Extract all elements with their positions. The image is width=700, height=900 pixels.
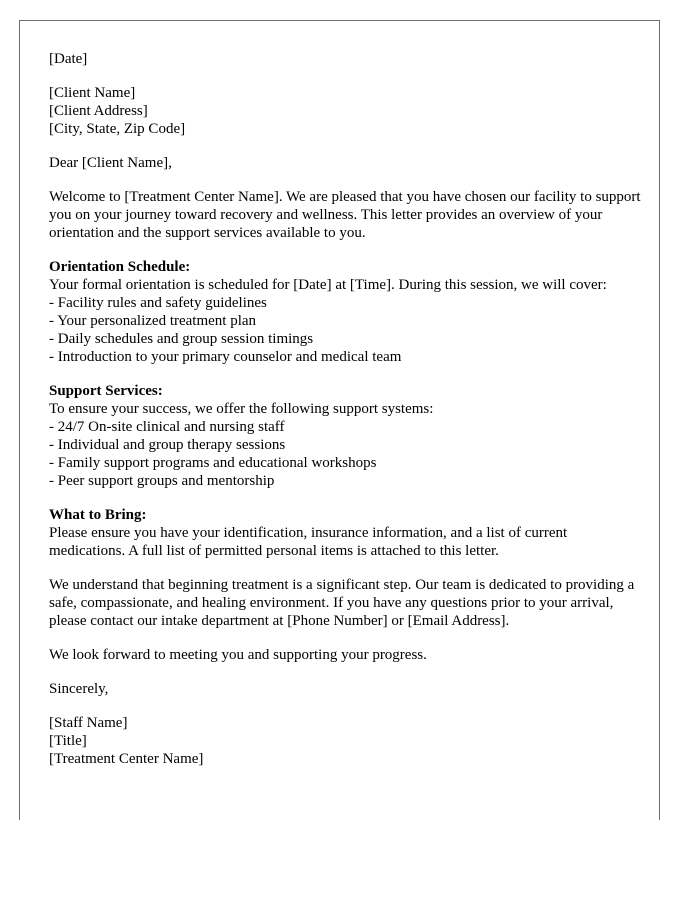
- orientation-item: - Daily schedules and group session timings: [49, 331, 314, 347]
- signature-block: [49, 714, 644, 768]
- support-item: - 24/7 On-site clinical and nursing staff: [49, 419, 285, 435]
- recipient-address: [Client Address]: [49, 103, 148, 119]
- salutation: Dear [Client Name],: [49, 155, 172, 171]
- support-text: To ensure your success, we offer the following support systems:: [49, 401, 434, 417]
- orientation-text: Your formal orientation is scheduled for [Date] at [Time]. During this session, we will cover:: [49, 277, 607, 293]
- recipient-address-block: [49, 84, 644, 138]
- orientation-item: - Facility rules and safety guidelines: [49, 295, 267, 311]
- support-item: - Peer support groups and mentorship: [49, 473, 275, 489]
- letter-page: [19, 20, 660, 820]
- signature-staff-name: [Staff Name]: [49, 715, 128, 731]
- support-item: - Individual and group therapy sessions: [49, 437, 286, 453]
- bring-text: Please ensure you have your identification, insurance information, and a list of current medications. A full list of permitted personal items is attached to this letter.: [49, 525, 568, 559]
- recipient-city-state-zip: [City, State, Zip Code]: [49, 121, 186, 137]
- recipient-name: [Client Name]: [49, 85, 136, 101]
- intro-text: Welcome to [Treatment Center Name]. We are pleased that you have chosen our facility to support you on your journey toward recovery and wellness. This letter provides an overview of your orientation and the support services available to you.: [49, 189, 641, 241]
- bring-heading: What to Bring:: [49, 507, 147, 523]
- signature-title: [Title]: [49, 733, 87, 749]
- date-block: [49, 50, 644, 68]
- signoff: Sincerely,: [49, 681, 109, 697]
- support-item: - Family support programs and educational workshops: [49, 455, 377, 471]
- look-forward-text: We look forward to meeting you and supporting your progress.: [49, 647, 427, 663]
- intro-paragraph: [49, 188, 644, 242]
- signoff-block: [49, 680, 644, 698]
- orientation-item: - Your personalized treatment plan: [49, 313, 257, 329]
- support-heading: Support Services:: [49, 383, 163, 399]
- letter-body: [49, 50, 644, 768]
- orientation-heading: Orientation Schedule:: [49, 259, 191, 275]
- orientation-item: - Introduction to your primary counselor and medical team: [49, 349, 402, 365]
- closing-paragraph: [49, 576, 644, 630]
- look-forward-paragraph: [49, 646, 644, 664]
- bring-section: [49, 506, 644, 560]
- salutation-block: [49, 154, 644, 172]
- signature-center-name: [Treatment Center Name]: [49, 751, 204, 767]
- orientation-section: [49, 258, 644, 366]
- support-section: [49, 382, 644, 490]
- closing-text: We understand that beginning treatment is a significant step. Our team is dedicated to providing a safe, compassionate, and healing environment. If you have any questions prior to your arrival, please contact our intake department at [Phone Number] or [Email Address].: [49, 577, 635, 629]
- letter-date: [Date]: [49, 51, 88, 67]
